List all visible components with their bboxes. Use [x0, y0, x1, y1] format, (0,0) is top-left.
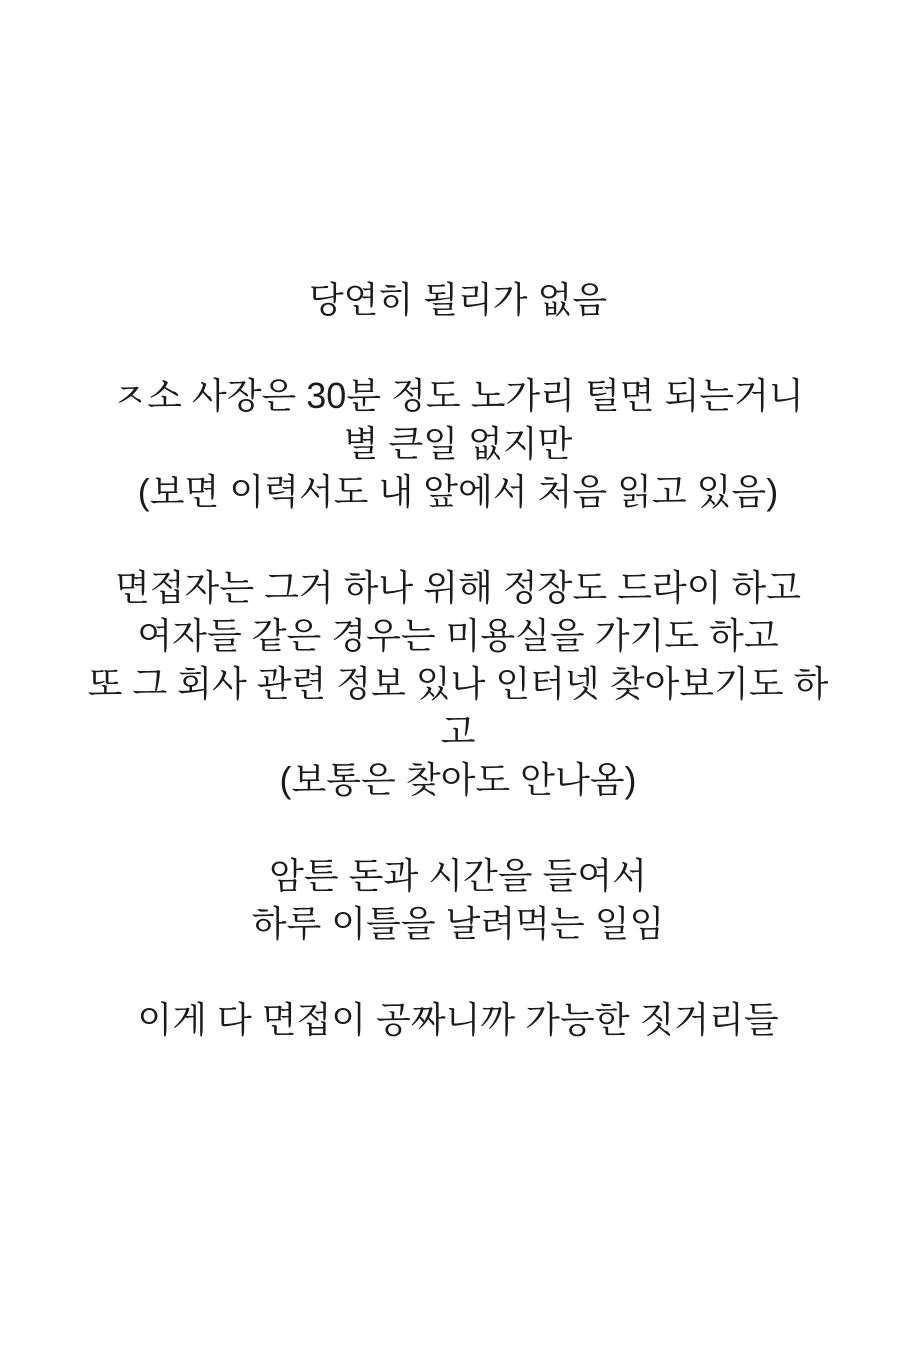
text-line: (보면 이력서도 내 앞에서 처음 읽고 있음)	[137, 471, 779, 512]
text-line: 이게 다 면접이 공짜니까 가능한 짓거리들	[137, 999, 779, 1040]
text-line: 당연히 될리가 없음	[308, 279, 608, 320]
text-line: 면접자는 그거 하나 위해 정장도 드라이 하고	[115, 567, 801, 608]
text-line: 또 그 회사 관련 정보 있나 인터넷 찾아보기도 하	[87, 663, 829, 704]
blank-line	[0, 324, 916, 372]
text-line: (보통은 찾아도 안나옴)	[279, 759, 637, 800]
blank-line	[0, 516, 916, 564]
body-text	[0, 276, 916, 1044]
text-line: 별 큰일 없지만	[343, 423, 573, 464]
text-line-wrap: 고	[440, 711, 476, 752]
blank-line	[0, 804, 916, 852]
text-line: 하루 이틀을 날려먹는 일임	[251, 903, 665, 944]
blank-line	[0, 948, 916, 996]
text-line: 암튼 돈과 시간을 들여서	[269, 855, 647, 896]
text-line: 여자들 같은 경우는 미용실을 가기도 하고	[137, 615, 779, 656]
text-line: ㅈ소 사장은 30분 정도 노가리 털면 되는거니	[112, 375, 804, 416]
